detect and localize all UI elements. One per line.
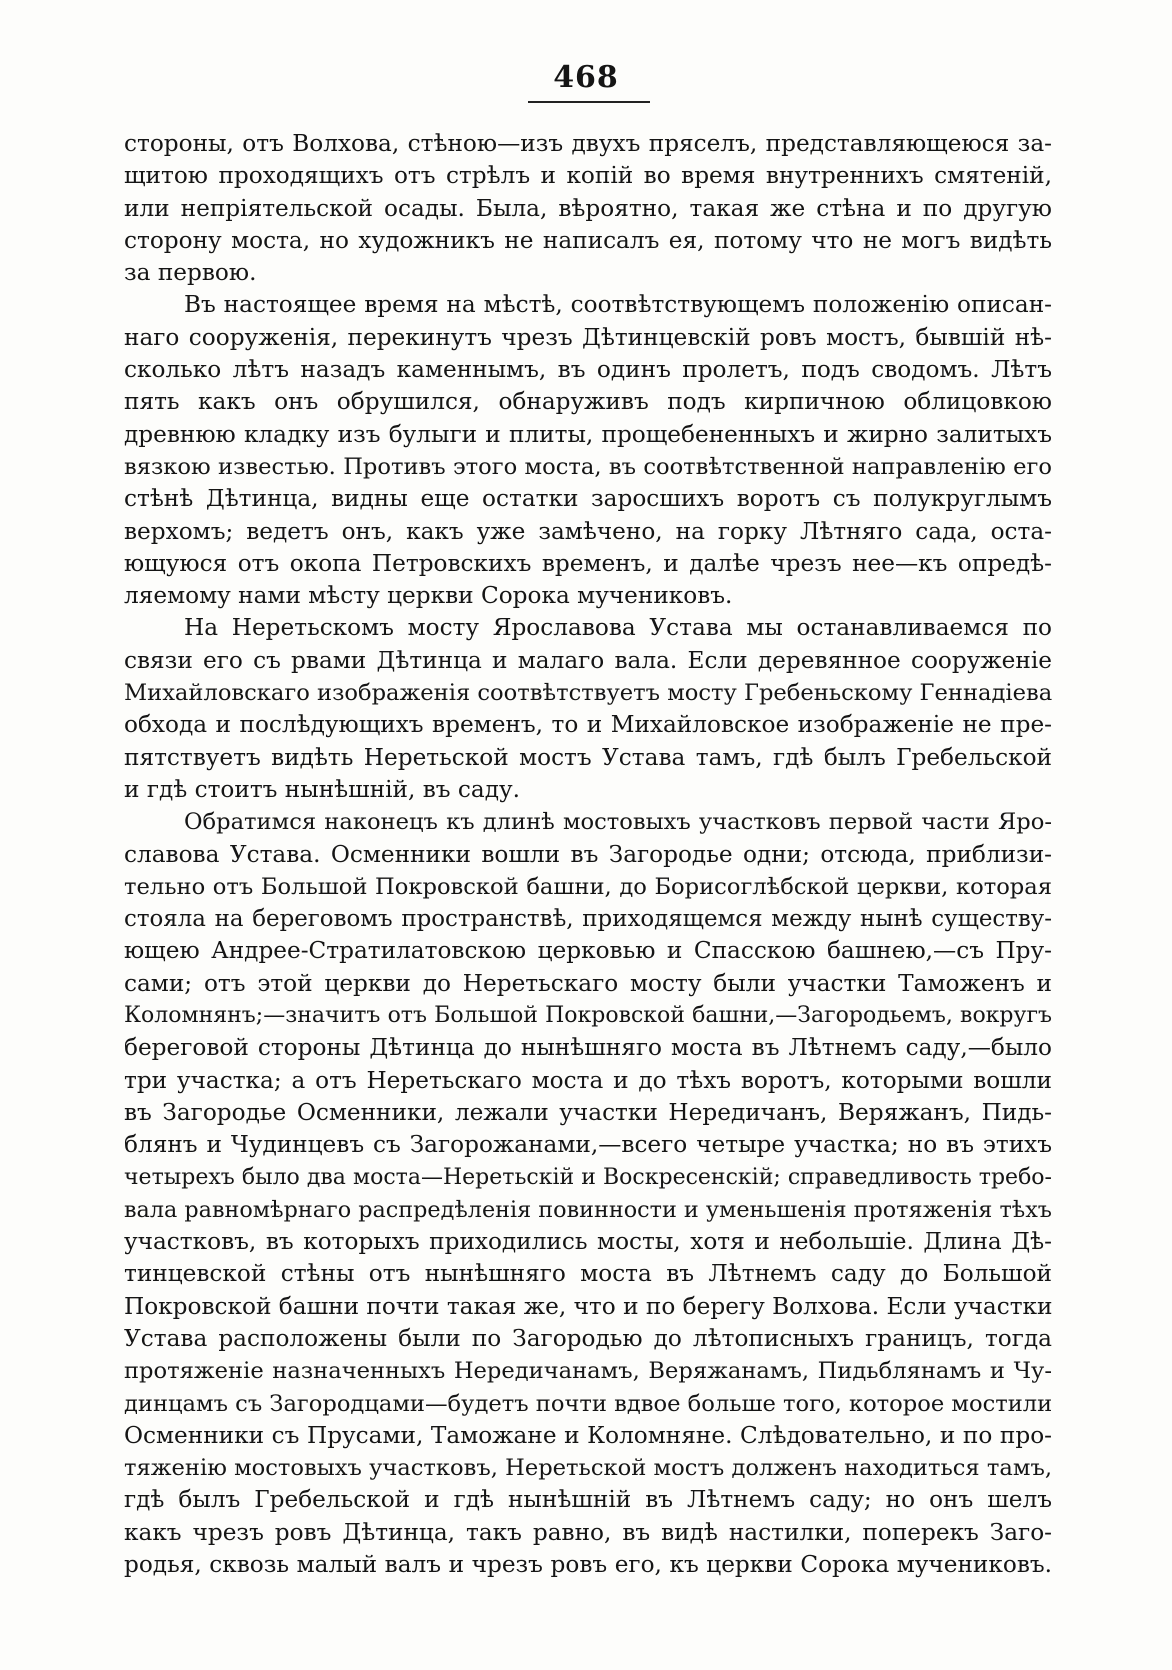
text-line: вязкою известью. Противъ этого моста, въ соотвѣтственной направленію его bbox=[124, 453, 1052, 480]
text-line: щитою проходящихъ отъ стрѣлъ и копій во время внутреннихъ смятеній, bbox=[124, 162, 1052, 190]
text-line: пятствуетъ видѣть Неретьской мостъ Устава тамъ, гдѣ былъ Гребельской bbox=[124, 743, 1052, 771]
text-line: три участка; а отъ Неретьскаго моста и до тѣхъ воротъ, которыми вошли bbox=[124, 1066, 1052, 1094]
text-line: наго сооруженія, перекинутъ чрезъ Дѣтинцевскій ровъ мостъ, бывшій нѣ- bbox=[124, 323, 1052, 351]
text-line: родья, сквозь малый валъ и чрезъ ровъ его, къ церкви Сорока мучениковъ. bbox=[124, 1551, 1052, 1579]
text-line: стороны, отъ Волхова, стѣною—изъ двухъ пряселъ, представляющеюся за- bbox=[124, 130, 1052, 157]
text-line: древнюю кладку изъ булыги и плиты, прощебененныхъ и жирно залитыхъ bbox=[124, 420, 1052, 448]
text-line: сами; отъ этой церкви до Неретьскаго мосту были участки Таможенъ и bbox=[124, 969, 1052, 997]
text-line: участковъ, въ которыхъ приходились мосты, хотя и небольшіе. Длина Дѣ- bbox=[124, 1228, 1052, 1256]
text-line: въ Загородье Осменники, лежали участки Нередичанъ, Веряжанъ, Пидь- bbox=[124, 1098, 1052, 1126]
text-line: На Неретьскомъ мосту Ярославова Устава мы останавливаемся по bbox=[184, 614, 1052, 642]
text-line: сторону моста, но художникъ не написалъ ея, потому что не могъ видѣть bbox=[124, 226, 1052, 254]
text-line: и гдѣ стоитъ нынѣшній, въ саду. bbox=[124, 775, 521, 803]
text-line: пять какъ онъ обрушился, обнаруживъ подъ кирпичною облицовкою bbox=[124, 388, 1052, 416]
text-line: Устава расположены были по Загородью до лѣтописныхъ границъ, тогда bbox=[124, 1324, 1052, 1352]
text-line: за первою. bbox=[124, 259, 257, 287]
text-line: славова Устава. Осменники вошли въ Загородье одни; отсюда, приблизи- bbox=[124, 840, 1052, 868]
page-number-rule bbox=[528, 101, 650, 103]
text-line: четырехъ было два моста—Неретьскій и Воскресенскій; справедливость требо- bbox=[124, 1164, 1052, 1190]
text-line: связи его съ рвами Дѣтинца и малаго вала. Если деревянное сооруженіе bbox=[124, 646, 1052, 674]
text-line: Обратимся наконецъ къ длинѣ мостовыхъ участковъ первой части Яро- bbox=[184, 809, 1052, 836]
text-line: гдѣ былъ Гребельской и гдѣ нынѣшній въ Лѣтнемъ саду; но онъ шелъ bbox=[124, 1486, 1052, 1514]
page-number: 468 bbox=[553, 60, 619, 95]
text-line: стѣнѣ Дѣтинца, видны еще остатки заросшихъ воротъ съ полукруглымъ bbox=[124, 485, 1052, 513]
text-line: вала равномѣрнаго распредѣленія повинности и уменьшенія протяженія тѣхъ bbox=[124, 1196, 1052, 1223]
text-line: верхомъ; ведетъ онъ, какъ уже замѣчено, на горку Лѣтняго сада, оста- bbox=[124, 517, 1052, 545]
text-line: тяженію мостовыхъ участковъ, Неретьской мостъ долженъ находиться тамъ, bbox=[124, 1455, 1052, 1482]
text-line: блянъ и Чудинцевъ съ Загорожанами,—всего четыре участка; но въ этихъ bbox=[124, 1131, 1052, 1159]
text-line: или непріятельской осады. Была, вѣроятно, такая же стѣна и по другую bbox=[124, 194, 1052, 222]
text-line: стояла на береговомъ пространствѣ, приходящемся между нынѣ существу- bbox=[124, 906, 1052, 933]
text-line: Михайловскаго изображенія соотвѣтствуетъ мосту Гребеньскому Геннадіева bbox=[124, 680, 1052, 707]
text-line: протяженіе назначенныхъ Нередичанамъ, Веряжанамъ, Пидьблянамъ и Чу- bbox=[124, 1358, 1052, 1385]
text-line: ляемому нами мѣсту церкви Сорока мучениковъ. bbox=[124, 582, 733, 610]
text-line: динцамъ съ Загородцами—будетъ почти вдвое больше того, которое мостили bbox=[124, 1390, 1052, 1417]
text-line: тельно отъ Большой Покровской башни, до Борисоглѣбской церкви, которая bbox=[124, 873, 1052, 900]
text-line: береговой стороны Дѣтинца до нынѣшняго моста въ Лѣтнемъ саду,—было bbox=[124, 1034, 1052, 1062]
text-line: Осменники съ Прусами, Таможане и Коломняне. Слѣдовательно, и по про- bbox=[124, 1421, 1052, 1449]
text-line: тинцевской стѣны отъ нынѣшняго моста въ Лѣтнемъ саду до Большой bbox=[124, 1260, 1052, 1288]
text-line: обхода и послѣдующихъ временъ, то и Михайловское изображеніе не пре- bbox=[124, 711, 1052, 739]
text-line: Въ настоящее время на мѣстѣ, соотвѣтствующемъ положенію описан- bbox=[184, 291, 1052, 319]
text-line: сколько лѣтъ назадъ каменнымъ, въ одинъ пролетъ, подъ сводомъ. Лѣтъ bbox=[124, 356, 1052, 384]
text-line: какъ чрезъ ровъ Дѣтинца, такъ равно, въ видѣ настилки, поперекъ Заго- bbox=[124, 1518, 1052, 1546]
text-line: Коломнянъ;—значитъ отъ Большой Покровской башни,—Загородьемъ, вокругъ bbox=[124, 1003, 1052, 1029]
text-line: Покровской башни почти такая же, что и по берегу Волхова. Если участки bbox=[124, 1292, 1052, 1320]
text-line: ющею Андрее-Стратилатовскою церковью и Спасскою башнею,—съ Пру- bbox=[124, 937, 1052, 965]
text-line: ющуюся отъ окопа Петровскихъ временъ, и далѣе чрезъ нее—къ опредѣ- bbox=[124, 549, 1052, 577]
body-text bbox=[124, 128, 1052, 1581]
